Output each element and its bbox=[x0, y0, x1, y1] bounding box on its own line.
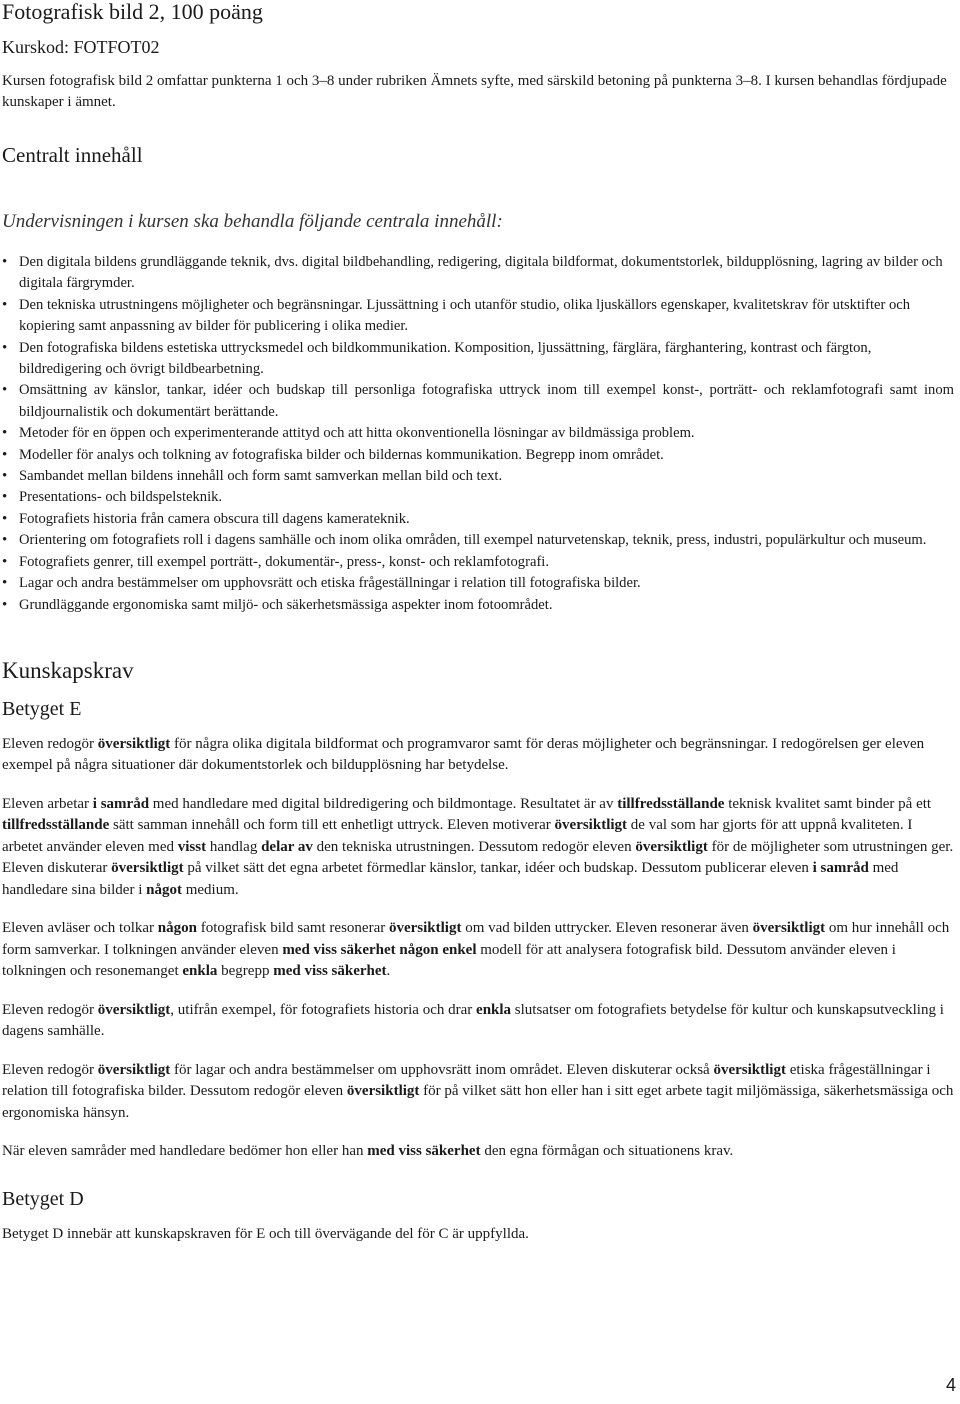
text-run: med handledare sina bilder i bbox=[2, 860, 899, 898]
emphasized-text: något bbox=[146, 881, 182, 898]
list-item: • Den fotografiska bildens estetiska uttrycksmedel och bildkommunikation. Komposition, ljussättning, färglära, färghantering, kontrast och färgton, bildredigering och övrigt bildbearbetning. bbox=[2, 338, 954, 381]
text-run: Eleven redogör bbox=[2, 1061, 98, 1078]
text-run: för lagar och andra bestämmelser om upphovsrätt inom området. Eleven diskuterar också bbox=[170, 1061, 714, 1078]
grade-e-heading: Betyget E bbox=[2, 697, 82, 720]
grade-e-paragraph bbox=[2, 1000, 954, 1043]
grade-e-paragraph bbox=[2, 794, 954, 902]
emphasized-text: översiktligt bbox=[713, 1061, 786, 1078]
document-page bbox=[2, 0, 954, 1245]
text-run: Eleven arbetar bbox=[2, 795, 93, 812]
text-run: för på vilket sätt hon eller han i sitt eget arbete tagit miljömässiga, säkerhetsmässiga och ergonomiska hänsyn. bbox=[2, 1083, 954, 1121]
grade-e-paragraph bbox=[2, 1141, 954, 1163]
text-run: Eleven avläser och tolkar bbox=[2, 920, 158, 937]
list-item: • Omsättning av känslor, tankar, idéer och budskap till personliga fotografiska uttryck inom till exempel konst-, porträtt- och reklamfotografi samt inom bildjournalistik och dokumentärt berättande. bbox=[2, 380, 954, 423]
list-item: • Presentations- och bildspelsteknik. bbox=[2, 487, 954, 508]
emphasized-text: enkla bbox=[182, 963, 218, 980]
list-item: • Metoder för en öppen och experimenterande attityd och att hitta okonventionella lösningar av bildmässiga problem. bbox=[2, 423, 954, 444]
emphasized-text: översiktligt bbox=[97, 1061, 171, 1078]
text-run: teknisk kvalitet samt binder på ett bbox=[724, 795, 932, 812]
list-item: • Den digitala bildens grundläggande teknik, dvs. digital bildbehandling, redigering, digitala bildformat, dokumentstorlek, bildupplösning, lagring av bilder och digitala färgrymder. bbox=[2, 252, 954, 295]
intro-paragraph: Kursen fotografisk bild 2 omfattar punkterna 1 och 3–8 under rubriken Ämnets syfte, med särskild betoning på punkterna 3–8. I kursen behandlas fördjupade kunskaper i ämnet. bbox=[2, 73, 947, 110]
list-item: • Grundläggande ergonomiska samt miljö- och säkerhetsmässiga aspekter inom fotoområdet. bbox=[2, 595, 954, 616]
text-run: om hur innehåll och form samverkar. I tolkningen använder eleven bbox=[2, 920, 950, 958]
text-run: sätt samman innehåll och form till ett enhetligt uttryck. Eleven motiverar bbox=[109, 817, 555, 834]
text-run: När eleven samråder med handledare bedömer hon eller han bbox=[2, 1143, 368, 1160]
central-content-subheading: Undervisningen i kursen ska behandla följande centrala innehåll: bbox=[2, 211, 503, 232]
text-run: etiska frågeställningar i relation till fotografiska bilder. Dessutom redogör eleven bbox=[2, 1061, 931, 1100]
list-item: • Sambandet mellan bildens innehåll och form samt samverkan mellan bild och text. bbox=[2, 466, 954, 487]
page-number: 4 bbox=[945, 1375, 956, 1395]
emphasized-text: med viss säkerhet någon enkel bbox=[282, 941, 477, 958]
list-item: • Lagar och andra bestämmelser om upphovsrätt och etiska frågeställningar i relation till fotografiska bilder. bbox=[2, 573, 954, 594]
text-run: för några olika digitala bildformat och programvaror samt för deras möjligheter och begränsningar. I redogörelsen ger eleven exempel på några situationer där dokumentstorlek och bildupplösning har betydelse. bbox=[2, 735, 925, 774]
course-code: Kurskod: FOTFOT02 bbox=[2, 37, 160, 57]
page-title: Fotografisk bild 2, 100 poäng bbox=[2, 0, 263, 24]
grade-d-heading: Betyget D bbox=[2, 1187, 84, 1210]
list-item: • Fotografiets genrer, till exempel porträtt-, dokumentär-, press-, konst- och reklamfotografi. bbox=[2, 552, 954, 573]
list-item: • Den tekniska utrustningens möjligheter och begränsningar. Ljussättning i och utanför studio, olika ljuskällors egenskaper, kvalitetskrav för utsktifter och kopiering samt anpassning av bilder för publicering i olika medier. bbox=[2, 295, 954, 338]
text-run: på vilket sätt det egna arbetet förmedlar känslor, tankar, idéer och budskap. Dessutom publicerar eleven bbox=[183, 860, 813, 877]
central-content-list bbox=[2, 252, 954, 616]
emphasized-text: med viss säkerhet bbox=[273, 963, 387, 980]
list-item: • Modeller för analys och tolkning av fotografiska bilder och bildernas kommunikation. Begrepp inom området. bbox=[2, 445, 954, 466]
text-run: den egna förmågan och situationens krav. bbox=[480, 1143, 734, 1160]
text-run: begrepp bbox=[217, 963, 274, 980]
text-run: handlag bbox=[206, 838, 262, 855]
emphasized-text: tillfredsställande bbox=[617, 795, 725, 812]
grade-e-paragraph bbox=[2, 734, 954, 777]
grade-e-paragraphs bbox=[2, 734, 954, 1163]
text-run: medium. bbox=[181, 881, 239, 898]
emphasized-text: översiktligt bbox=[111, 860, 184, 877]
emphasized-text: översiktligt bbox=[388, 920, 462, 937]
emphasized-text: översiktligt bbox=[635, 838, 708, 855]
text-run: , utifrån exempel, för fotografiets historia och drar bbox=[170, 1001, 477, 1018]
emphasized-text: översiktligt bbox=[97, 735, 171, 752]
grade-e-paragraph bbox=[2, 1060, 954, 1125]
text-run: slutsatser om fotografiets betydelse för kultur och kunskapsutveckling i dagens samhälle. bbox=[2, 1001, 944, 1040]
text-run: Eleven redogör bbox=[2, 735, 98, 752]
emphasized-text: översiktligt bbox=[554, 817, 628, 834]
text-run: fotografisk bild samt resonerar bbox=[196, 920, 389, 937]
central-content-heading: Centralt innehåll bbox=[2, 143, 143, 167]
emphasized-text: med viss säkerhet bbox=[367, 1143, 481, 1160]
knowledge-requirements-heading: Kunskapskrav bbox=[2, 657, 134, 683]
emphasized-text: tillfredsställande bbox=[2, 817, 110, 834]
emphasized-text: i samråd bbox=[812, 860, 869, 877]
grade-e-paragraph bbox=[2, 918, 954, 983]
list-item: • Orientering om fotografiets roll i dagens samhälle och inom olika områden, till exempel naturvetenskap, teknik, press, industri, populärkultur och museum. bbox=[2, 530, 954, 551]
grade-d-paragraph: Betyget D innebär att kunskapskraven för E och till övervägande del för C är uppfyllda. bbox=[2, 1225, 529, 1242]
text-run: . bbox=[386, 963, 391, 980]
text-run: den tekniska utrustningen. Dessutom redogör eleven bbox=[312, 838, 636, 855]
text-run: de val som har gjorts för att uppnå kvaliteten. I arbetet använder eleven med bbox=[2, 817, 913, 855]
emphasized-text: översiktligt bbox=[97, 1001, 171, 1018]
emphasized-text: enkla bbox=[476, 1001, 512, 1018]
text-run: Eleven redogör bbox=[2, 1001, 98, 1018]
text-run: med handledare med digital bildredigering och bildmontage. Resultatet är av bbox=[149, 795, 618, 812]
text-run: modell för att analysera fotografisk bild. Dessutom använder eleven i tolkningen och resonemanget bbox=[2, 941, 896, 980]
emphasized-text: delar av bbox=[261, 838, 313, 855]
list-item: • Fotografiets historia från camera obscura till dagens kamerateknik. bbox=[2, 509, 954, 530]
emphasized-text: någon bbox=[157, 920, 197, 937]
text-run: för de möjligheter som utrustningen ger. Eleven diskuterar bbox=[2, 838, 954, 877]
text-run: om vad bilden uttrycker. Eleven resonerar även bbox=[461, 920, 753, 937]
emphasized-text: översiktligt bbox=[346, 1083, 420, 1100]
emphasized-text: visst bbox=[177, 838, 207, 855]
emphasized-text: i samråd bbox=[92, 795, 150, 812]
emphasized-text: översiktligt bbox=[752, 920, 826, 937]
